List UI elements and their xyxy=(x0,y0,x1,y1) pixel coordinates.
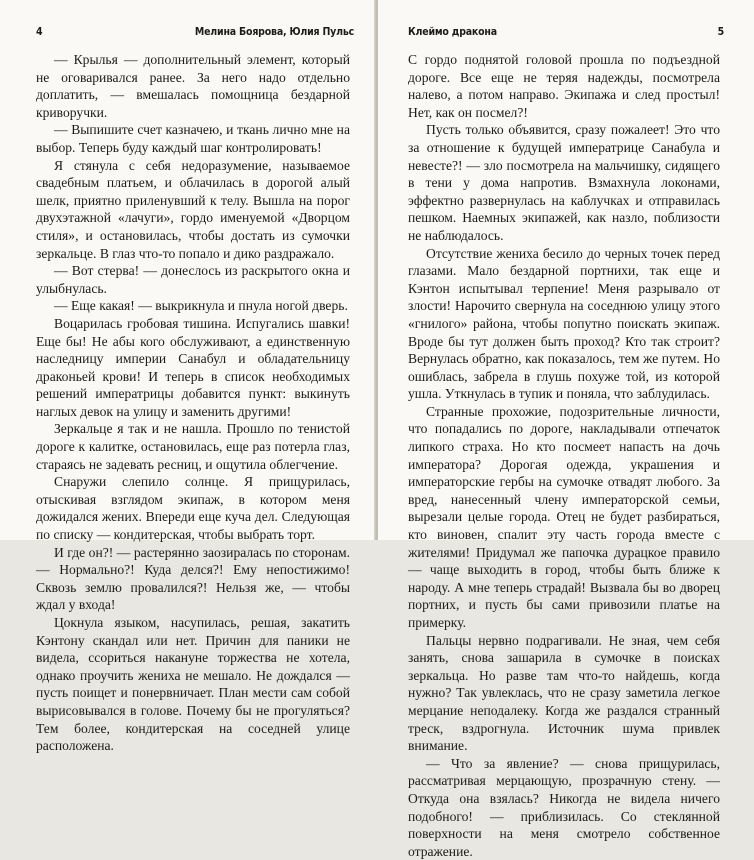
paragraph: Цокнула языком, насупилась, решая, закатить Кэнтону скандал или нет. Причин для паники не видела, ссориться накануне торжества не хотела, однако проучить жениха не мешало. Не дождался — пусть поищет и понервничает. План мести сам собой вырисовывался в голове. Почему бы не прогуляться? Тем более, кондитерская на соседней улице расположена. xyxy=(36,615,350,754)
left-running-head-authors: Мелина Боярова, Юлия Пульс xyxy=(194,26,354,38)
paragraph: С гордо поднятой головой прошла по подъездной дороге. Все еще не теряя надежды, посмотрела налево, а потом направо. Экипажа и след простыл! Нет, как он посмел?! xyxy=(408,52,720,120)
paragraph: И где он?! — растерянно заозиралась по сторонам. — Нормально?! Куда делся?! Ему непостижимо! Сквозь землю провалился?! Нельзя же, — чтобы ждал у входа! xyxy=(36,544,350,613)
paragraph: Зеркальце я так и не нашла. Прошло по тенистой дороге к калитке, остановилась, еще раз потерла глаз, стараясь не задевать ресниц, и ощутила облегчение. xyxy=(36,421,350,472)
paragraph: Я стянула с себя недоразумение, называемое свадебным платьем, и облачилась в дорогой алый шелк, приятно приленувший к телу. Вышла на порог двухэтажной «лачуги», гордо именуемой «Дворцом стиля», и остановилась, чтобы достать из сумочки зеркальце. В глаз что-то попало и дико раздражало. xyxy=(36,157,350,261)
paragraph: — Еще какая! — выкрикнула и пнула ногой дверь. xyxy=(54,298,348,314)
right-page-number: 5 xyxy=(717,26,724,38)
left-page-body xyxy=(36,51,350,755)
paragraph: — Что за явление? — снова прищурилась, рассматривая мерцающую, прозрачную стену. — Откуда она взялась? Никогда не видела ничего подобного! — приблизилась. Со стеклянной поверхности на меня смотрело собственное отражение. xyxy=(408,755,720,859)
paragraph: Пальцы нервно подрагивали. Не зная, чем себя занять, снова зашарила в сумочке в поисках зеркальца. Но разве там что-то найдешь, когда нужно? Так увлеклась, что не сразу заметила легкое мерцание неподалеку. Когда же раздался странный треск, вздрогнула. Источник шума привлек внимание. xyxy=(408,632,720,754)
paragraph: Снаружи слепило солнце. Я прищурилась, отыскивая взглядом экипаж, в котором меня дожидался жених. Впереди еще куча дел. Следующая по списку — кондитерская, чтобы выбрать торт. xyxy=(36,474,350,543)
paragraph: Отсутствие жениха бесило до черных точек перед глазами. Мало бездарной портнихи, так еще и Кэнтон испытывал терпение! Меня разрывало от злости! Нарочито свернула на соседнюю улицу этого «гнилого» района, чтобы попутно поискать экипаж. Вроде бы тут должен быть проход? Кто так строит? Вернулась обратно, как показалось, тем же путем. Но ошиблась, забрела в глушь похуже той, из которой ушла. Уткнулась в тупик и поняла, что заблудилась. xyxy=(408,245,720,402)
right-running-head-title: Клеймо дракона xyxy=(408,26,497,38)
paragraph: Воцарилась гробовая тишина. Испугались шавки! Еще бы! Не абы кого обслуживают, а единственную наследницу империи Санабул и обладательницу драконьей крови! И теперь в список необходимых решений императрицы добавится пункт: выкинуть наглых девок на улицу и заменить другими! xyxy=(36,315,350,419)
right-running-header xyxy=(408,26,724,38)
paragraph: Странные прохожие, подозрительные личности, что попадались по дороге, накладывали отпечаток липкого страха. Но кто посмеет напасть на дочь императора? Дорогая одежда, украшения и императорские гербы на сумочке отвадят любого. За вред, нанесенный члену императорской семьи, вырезали целые города. Отец не будет разбираться, кто виновен, спалит эту часть города вместе с жителями! Придумал же папочка дурацкое правило — чаще выходить в город, чтобы быть ближе к народу. А мне теперь страдай! Вызвала бы во дворец портних, и пусть бы сами привозили платье на примерку. xyxy=(408,403,720,630)
paragraph: — Вот стерва! — донеслось из раскрытого окна и улыбнулась. xyxy=(36,263,350,296)
paragraph: Пусть только объявится, сразу пожалеет! Это что за отношение к будущей императрице Санабула и невесте?! — зло посмотрела на мальчишку, сидящего в тени у дома напротив. Взмахнула локонами, эффектно развернулась на каблучках и отправилась пешком. Наемных экипажей, как назло, поблизости не наблюдалось. xyxy=(408,122,720,243)
right-page xyxy=(378,0,754,859)
left-page-number: 4 xyxy=(36,26,43,38)
right-page-body xyxy=(408,51,720,860)
paragraph: — Выпишите счет казначею, и ткань лично мне на выбор. Теперь буду каждый шаг контролировать! xyxy=(36,122,350,155)
left-page xyxy=(0,0,376,754)
left-running-header xyxy=(36,26,354,38)
paragraph: — Крылья — дополнительный элемент, который не оговаривался ранее. За него надо отдельно доплатить, — вмешалась помощница бездарной криворучки. xyxy=(36,52,350,120)
